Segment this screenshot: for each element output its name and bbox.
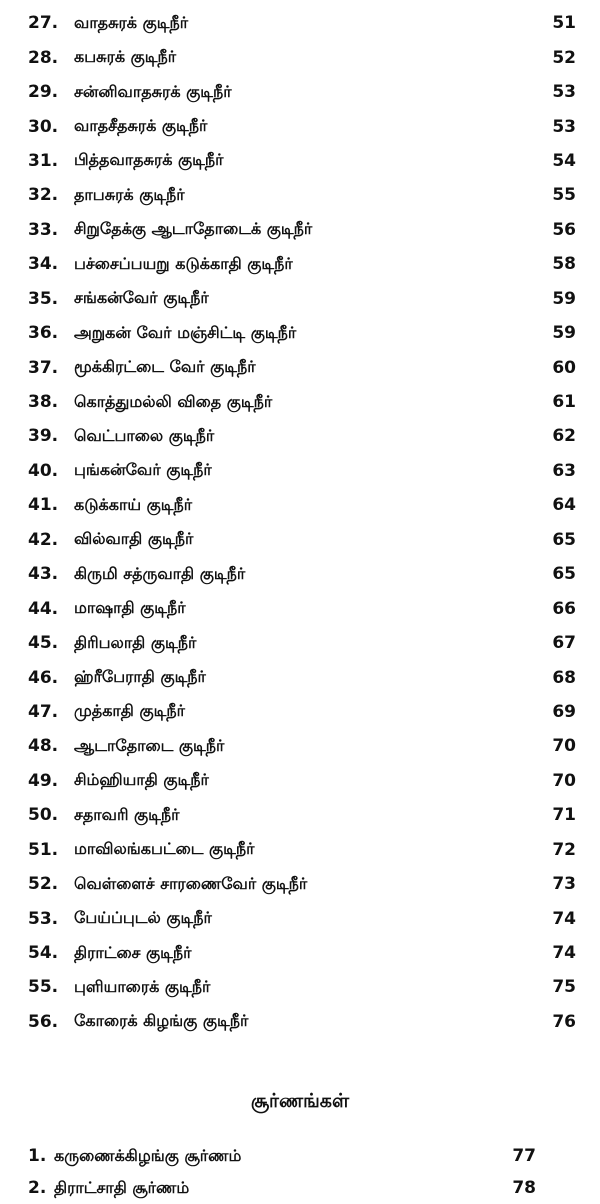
entry-title: மாவிலங்கபட்டை குடிநீர்	[74, 839, 255, 859]
toc-entry	[0, 557, 600, 591]
entry-title: வெட்பாலை குடிநீர்	[74, 425, 215, 445]
entry-title: கடுக்காய் குடிநீர்	[74, 494, 193, 514]
toc-entry	[0, 109, 600, 143]
toc-entry	[0, 40, 600, 74]
entry-number: 55.	[28, 977, 59, 998]
toc-entry	[0, 1005, 600, 1039]
entry-title: அறுகன் வேர் மஞ்சிட்டி குடிநீர்	[74, 322, 297, 342]
entry-page-number: 74	[552, 943, 576, 964]
toc-entry	[0, 213, 600, 247]
entry-title: பித்தவாதசுரக் குடிநீர்	[74, 150, 224, 170]
entry-page-number: 78	[512, 1178, 536, 1198]
entry-page-number: 70	[552, 736, 576, 757]
toc-entry	[0, 591, 600, 625]
entry-page-number: 68	[552, 667, 576, 688]
entry-page-number: 74	[552, 908, 576, 929]
entry-number: 38.	[28, 392, 59, 413]
toc-entry	[0, 247, 600, 281]
entry-title: பச்சைப்பயறு கடுக்காதி குடிநீர்	[74, 253, 293, 273]
entry-page-number: 58	[552, 254, 576, 275]
entry-page-number: 67	[552, 633, 576, 654]
entry-title: முத்காதி குடிநீர்	[74, 701, 185, 721]
entry-title: பேய்ப்புடல் குடிநீர்	[74, 908, 212, 928]
entry-page-number: 64	[552, 495, 576, 516]
entry-number: 53.	[28, 908, 59, 929]
toc-entry	[0, 970, 600, 1004]
entry-title: திராட்சாதி சூர்ணம்	[54, 1177, 190, 1197]
entry-title: சதாவரி குடிநீர்	[74, 804, 180, 824]
entry-title: புங்கன்வேர் குடிநீர்	[74, 460, 212, 480]
toc-entry	[0, 350, 600, 384]
entry-title: சிம்ஹியாதி குடிநீர்	[74, 770, 209, 790]
entry-number: 34.	[28, 254, 59, 275]
entry-title: கருணைக்கிழங்கு சூர்ணம்	[54, 1145, 242, 1165]
section-toc-list	[0, 1140, 600, 1204]
entry-number: 56.	[28, 1011, 59, 1032]
entry-title: திராட்சை குடிநீர்	[74, 942, 192, 962]
entry-page-number: 54	[552, 150, 576, 171]
entry-title: திரிபலாதி குடிநீர்	[74, 632, 197, 652]
entry-page-number: 60	[552, 357, 576, 378]
entry-page-number: 65	[552, 564, 576, 585]
entry-number: 29.	[28, 82, 59, 103]
entry-number: 52.	[28, 874, 59, 895]
toc-entry	[0, 178, 600, 212]
entry-page-number: 56	[552, 219, 576, 240]
entry-title: புளியாரைக் குடிநீர்	[74, 976, 211, 996]
entry-number: 32.	[28, 185, 59, 206]
toc-entry	[0, 316, 600, 350]
entry-number: 30.	[28, 116, 59, 137]
entry-page-number: 66	[552, 598, 576, 619]
entry-number: 37.	[28, 357, 59, 378]
entry-title: சிறுதேக்கு ஆடாதோடைக் குடிநீர்	[74, 219, 313, 239]
entry-title: சன்னிவாதசுரக் குடிநீர்	[74, 81, 232, 101]
entry-page-number: 63	[552, 460, 576, 481]
entry-title: மூக்கிரட்டை வேர் குடிநீர்	[74, 357, 256, 377]
entry-page-number: 53	[552, 82, 576, 103]
toc-entry	[0, 1140, 600, 1172]
entry-title: வாதசீதசுரக் குடிநீர்	[74, 116, 208, 136]
entry-title: கோரைக் கிழங்கு குடிநீர்	[74, 1011, 249, 1031]
toc-entry	[0, 282, 600, 316]
entry-page-number: 53	[552, 116, 576, 137]
entry-title: வாதசுரக் குடிநீர்	[74, 12, 189, 32]
entry-title: ஆடாதோடை குடிநீர்	[74, 735, 225, 755]
entry-number: 43.	[28, 564, 59, 585]
entry-number: 42.	[28, 529, 59, 550]
toc-list	[0, 6, 600, 1039]
entry-number: 44.	[28, 598, 59, 619]
toc-entry	[0, 1172, 600, 1204]
entry-number: 46.	[28, 667, 59, 688]
entry-number: 1.	[28, 1146, 47, 1166]
entry-title: வில்வாதி குடிநீர்	[74, 529, 194, 549]
entry-number: 28.	[28, 47, 59, 68]
toc-entry	[0, 626, 600, 660]
entry-number: 41.	[28, 495, 59, 516]
entry-page-number: 55	[552, 185, 576, 206]
entry-number: 33.	[28, 219, 59, 240]
toc-entry	[0, 695, 600, 729]
entry-page-number: 75	[552, 977, 576, 998]
entry-page-number: 70	[552, 770, 576, 791]
entry-page-number: 72	[552, 839, 576, 860]
entry-number: 47.	[28, 701, 59, 722]
entry-page-number: 62	[552, 426, 576, 447]
entry-page-number: 51	[552, 13, 576, 34]
toc-entry	[0, 660, 600, 694]
entry-page-number: 76	[552, 1011, 576, 1032]
entry-title: வெள்ளைச் சாரணைவேர் குடிநீர்	[74, 873, 308, 893]
entry-page-number: 59	[552, 288, 576, 309]
entry-title: மாஷாதி குடிநீர்	[74, 598, 186, 618]
toc-entry	[0, 833, 600, 867]
entry-number: 35.	[28, 288, 59, 309]
entry-number: 48.	[28, 736, 59, 757]
section-heading: சூர்ணங்கள்	[250, 1090, 350, 1112]
toc-entry	[0, 936, 600, 970]
entry-title: தாபசுரக் குடிநீர்	[74, 184, 185, 204]
toc-entry	[0, 764, 600, 798]
entry-page-number: 73	[552, 874, 576, 895]
entry-title: கபசுரக் குடிநீர்	[74, 47, 177, 67]
toc-entry	[0, 454, 600, 488]
entry-page-number: 61	[552, 392, 576, 413]
entry-page-number: 65	[552, 529, 576, 550]
entry-number: 54.	[28, 943, 59, 964]
entry-number: 50.	[28, 805, 59, 826]
entry-number: 51.	[28, 839, 59, 860]
toc-entry	[0, 144, 600, 178]
toc-entry	[0, 729, 600, 763]
toc-entry	[0, 901, 600, 935]
entry-number: 31.	[28, 150, 59, 171]
toc-entry	[0, 798, 600, 832]
entry-title: கொத்துமல்லி விதை குடிநீர்	[74, 391, 273, 411]
toc-entry	[0, 6, 600, 40]
entry-number: 39.	[28, 426, 59, 447]
toc-entry	[0, 75, 600, 109]
entry-number: 36.	[28, 323, 59, 344]
entry-page-number: 52	[552, 47, 576, 68]
toc-entry	[0, 523, 600, 557]
entry-number: 49.	[28, 770, 59, 791]
entry-title: சங்கன்வேர் குடிநீர்	[74, 288, 209, 308]
entry-title: கிருமி சத்ருவாதி குடிநீர்	[74, 563, 246, 583]
entry-page-number: 77	[512, 1146, 536, 1166]
entry-number: 45.	[28, 633, 59, 654]
toc-entry	[0, 385, 600, 419]
toc-entry	[0, 867, 600, 901]
entry-page-number: 59	[552, 323, 576, 344]
entry-number: 2.	[28, 1178, 47, 1198]
entry-number: 27.	[28, 13, 59, 34]
toc-entry	[0, 488, 600, 522]
entry-page-number: 71	[552, 805, 576, 826]
entry-page-number: 69	[552, 701, 576, 722]
entry-title: ஹ்ரீபேராதி குடிநீர்	[74, 667, 206, 687]
entry-number: 40.	[28, 460, 59, 481]
toc-entry	[0, 419, 600, 453]
